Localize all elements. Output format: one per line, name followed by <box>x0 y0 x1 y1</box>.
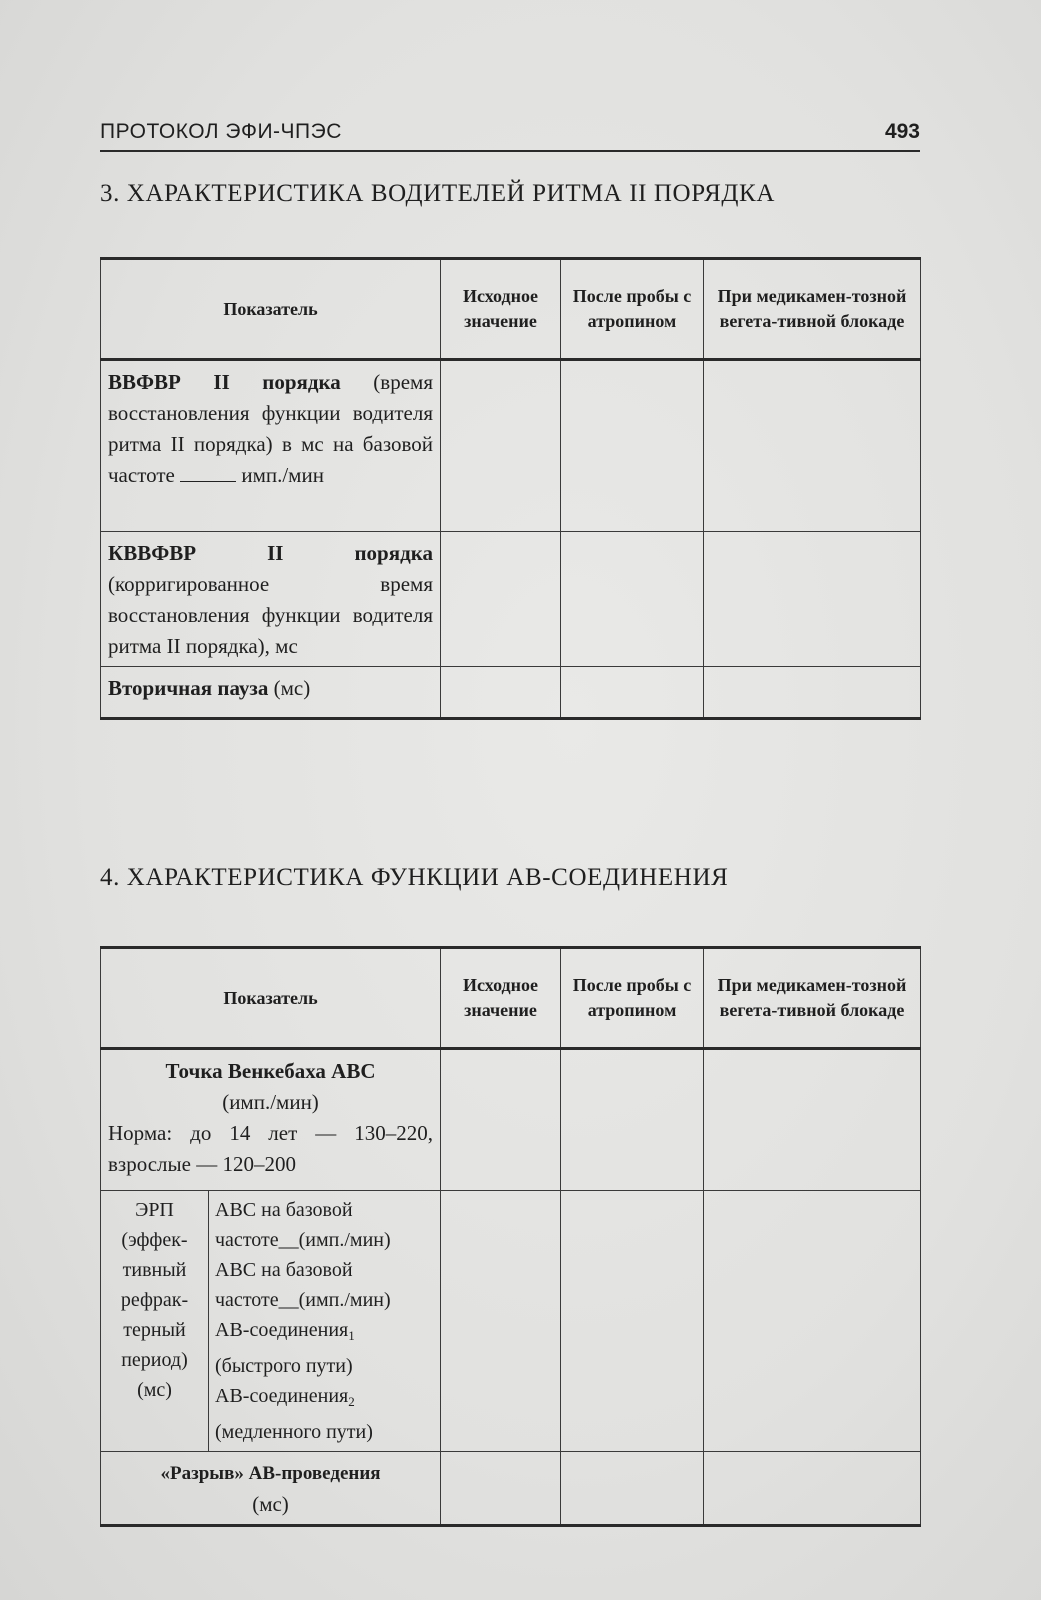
table-row <box>101 1049 921 1191</box>
erp-item: АВС на базовой частоте__(имп./мин) <box>215 1199 391 1251</box>
value-cell-blockade[interactable] <box>704 532 921 667</box>
indicator-bold-term: ВВФВР II порядка <box>108 370 341 394</box>
value-cell-baseline[interactable] <box>441 1049 561 1191</box>
indicator-unit: (мс) <box>252 1492 289 1516</box>
table-row <box>101 667 921 719</box>
column-header-indicator: Показатель <box>101 259 441 360</box>
erp-item: (быстрого пути) <box>215 1355 353 1377</box>
row-indicator-text <box>101 667 440 708</box>
row-indicator-cell <box>101 1049 441 1191</box>
row-indicator-cell <box>101 667 441 719</box>
indicator-description: (время восстановления функции водителя ритма II порядка) в мс на базовой частоте <box>108 370 433 487</box>
value-cell-after-atropine[interactable] <box>561 1049 704 1191</box>
column-header-blockade: При медикамен-тозной вегета-тивной блокаде <box>704 948 921 1049</box>
erp-label: ЭРП (эффек-тивный рефрак-терный период) (мс) <box>120 1199 189 1401</box>
table-header-row <box>101 948 921 1049</box>
value-cell-blockade[interactable] <box>704 1452 921 1526</box>
value-cell-baseline[interactable] <box>441 532 561 667</box>
table-row <box>101 1191 921 1452</box>
fill-in-blank[interactable] <box>180 480 236 482</box>
erp-label-cell <box>101 1191 209 1452</box>
erp-item-label: АВ-соединения <box>215 1385 349 1407</box>
value-cell-after-atropine[interactable] <box>561 1452 704 1526</box>
column-header-after-atropine: После пробы с атропином <box>561 948 704 1049</box>
value-cell-blockade[interactable] <box>704 667 921 719</box>
value-cell-baseline[interactable] <box>441 1452 561 1526</box>
section-3-title: 3. ХАРАКТЕРИСТИКА ВОДИТЕЛЕЙ РИТМА II ПОРЯДКА <box>100 180 775 207</box>
indicator-unit: имп./мин <box>236 463 324 487</box>
page-number: 493 <box>884 120 920 143</box>
erp-item-subscript: 1 <box>348 1328 355 1343</box>
running-header-title: ПРОТОКОЛ ЭФИ-ЧПЭС <box>100 120 342 143</box>
table-header-row <box>101 259 921 360</box>
row-indicator-text <box>101 1452 440 1524</box>
erp-item: АВС на базовой частоте__(имп./мин) <box>215 1259 391 1311</box>
erp-item: (медленного пути) <box>215 1421 373 1443</box>
indicator-bold-term: КВВФВР II порядка <box>108 541 433 565</box>
value-cell-after-atropine[interactable] <box>561 360 704 532</box>
indicator-description: (мс) <box>268 676 311 700</box>
value-cell-after-atropine[interactable] <box>561 667 704 719</box>
row-indicator-text <box>101 361 440 495</box>
erp-items <box>209 1191 440 1451</box>
erp-item-av-junction-2 <box>215 1381 434 1417</box>
table-pacemakers-2nd-order <box>100 257 921 720</box>
row-indicator-text <box>101 532 440 666</box>
column-header-after-atropine: После пробы с атропином <box>561 259 704 360</box>
erp-item-av-junction-1 <box>215 1315 434 1351</box>
erp-item-label: АВ-соединения <box>215 1319 349 1341</box>
indicator-bold-term: Вторичная пауза <box>108 676 269 700</box>
table-row <box>101 532 921 667</box>
row-indicator-cell <box>101 360 441 532</box>
indicator-bold-term: «Разрыв» АВ-проведения <box>160 1463 381 1484</box>
column-header-baseline: Исходное значение <box>441 948 561 1049</box>
table-av-junction <box>100 946 921 1527</box>
value-cell-after-atropine[interactable] <box>561 1191 704 1452</box>
value-cell-blockade[interactable] <box>704 1191 921 1452</box>
row-indicator-cell <box>101 532 441 667</box>
table-row <box>101 1452 921 1526</box>
column-header-indicator: Показатель <box>101 948 441 1049</box>
indicator-description: (корригированное время восстановления функции водителя ритма II порядка), мс <box>108 572 433 658</box>
value-cell-baseline[interactable] <box>441 667 561 719</box>
erp-items-cell <box>209 1191 441 1452</box>
row-indicator-cell <box>101 1452 441 1526</box>
row-indicator-text <box>101 1050 440 1184</box>
column-header-blockade: При медикамен-тозной вегета-тивной блокаде <box>704 259 921 360</box>
value-cell-blockade[interactable] <box>704 360 921 532</box>
indicator-unit: (имп./мин) <box>222 1090 319 1114</box>
indicator-norm: Норма: до 14 лет — 130–220, взрослые — 120–200 <box>108 1121 434 1176</box>
running-header <box>100 116 920 152</box>
value-cell-after-atropine[interactable] <box>561 532 704 667</box>
value-cell-baseline[interactable] <box>441 360 561 532</box>
table-row <box>101 360 921 532</box>
section-4-title: 4. ХАРАКТЕРИСТИКА ФУНКЦИИ АВ-СОЕДИНЕНИЯ <box>100 864 729 891</box>
column-header-baseline: Исходное значение <box>441 259 561 360</box>
value-cell-blockade[interactable] <box>704 1049 921 1191</box>
erp-item-subscript: 2 <box>348 1394 355 1409</box>
value-cell-baseline[interactable] <box>441 1191 561 1452</box>
indicator-bold-term: Точка Венкебаха АВС <box>165 1059 376 1083</box>
